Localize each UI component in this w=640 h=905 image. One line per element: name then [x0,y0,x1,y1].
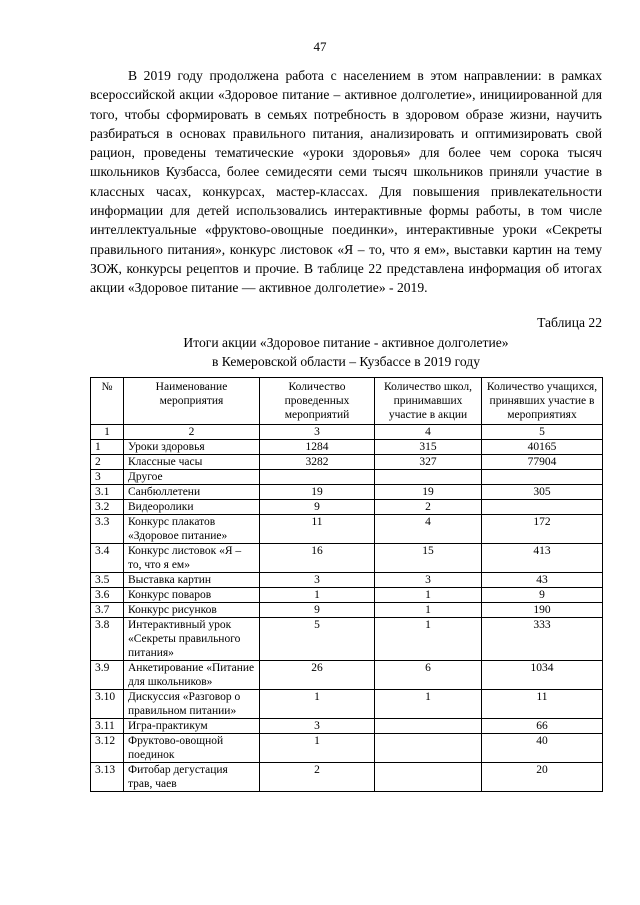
cell-schools: 2 [375,500,482,515]
cell-students: 40 [482,734,603,763]
cell-students [482,470,603,485]
table-row [91,719,603,734]
cell-students: 20 [482,763,603,792]
cell-name: Фруктово-овощной поединок [124,734,260,763]
cell-number: 3.12 [91,734,124,763]
cell-events: 3282 [260,455,375,470]
cell-number: 1 [91,440,124,455]
header-cell-students: Количество учащихся, принявших участие в мероприятиях [482,378,603,425]
cell-students: 11 [482,690,603,719]
cell-events: 1 [260,690,375,719]
table-row [91,763,603,792]
cell-schools: 1 [375,588,482,603]
cell-name: Конкурс плакатов «Здоровое питание» [124,515,260,544]
cell-number: 3.6 [91,588,124,603]
header-cell-events: Количество проведенных мероприятий [260,378,375,425]
table-header-row [91,378,603,425]
cell-name: Конкурс поваров [124,588,260,603]
cell-name: Другое [124,470,260,485]
table-row [91,470,603,485]
cell-events: 9 [260,603,375,618]
cell-events: 1284 [260,440,375,455]
cell-name: Конкурс листовок «Я – то, что я ем» [124,544,260,573]
cell-number: 2 [91,455,124,470]
cell-number: 3.1 [91,485,124,500]
cell-schools [375,734,482,763]
cell-events: 5 [260,618,375,661]
cell-students [482,500,603,515]
header-cell-number: № [91,378,124,425]
cell-schools [375,470,482,485]
cell-name: Выставка картин [124,573,260,588]
results-table [90,377,603,792]
table-label: Таблица 22 [537,315,602,330]
table-caption [90,333,602,371]
column-number: 5 [482,425,603,440]
cell-number: 3.13 [91,763,124,792]
page-number: 47 [313,39,327,54]
cell-events [260,470,375,485]
table-row [91,603,603,618]
cell-schools: 3 [375,573,482,588]
cell-number: 3.5 [91,573,124,588]
cell-students: 305 [482,485,603,500]
cell-schools: 19 [375,485,482,500]
cell-events: 16 [260,544,375,573]
cell-schools [375,763,482,792]
cell-events: 26 [260,661,375,690]
table-row [91,690,603,719]
cell-number: 3.3 [91,515,124,544]
cell-name: Видеоролики [124,500,260,515]
cell-students: 9 [482,588,603,603]
header-cell-schools: Количество школ, принимавших участие в акции [375,378,482,425]
cell-name: Классные часы [124,455,260,470]
table-caption-line-2: в Кемеровской области – Кузбассе в 2019 году [211,354,480,369]
cell-schools: 4 [375,515,482,544]
body-paragraph: В 2019 году продолжена работа с населением в этом направлении: в рамках всероссийской акции «Здоровое питание – активное долголетие», инициированной для того, чтобы сформировать в семьях потребность в здоровом образе жизни, научить разбираться в основах правильного питания, анализировать и оптимизировать свой рацион, проведены тематические «уроки здоровья» для более чем сорока тысяч школьников Кузбасса, более семидесяти семи тысяч школьников приняли участие в классных часах, конкурсах, мастер-классах. Для повышения привлекательности информации для детей использовались интерактивные формы работы, в том числе интеллектуальные «фруктово-овощные поединки», интерактивные уроки «Секреты правильного питания», конкурс листовок «Я – то, что я ем», выставки картин на тему ЗОЖ, конкурсы рецептов и прочие. В таблице 22 представлена информация об итогах акции «Здоровое питание — активное долголетие» - 2019. [90,68,602,296]
cell-events: 11 [260,515,375,544]
cell-number: 3.10 [91,690,124,719]
cell-students: 190 [482,603,603,618]
column-number: 3 [260,425,375,440]
cell-events: 3 [260,573,375,588]
column-number: 1 [91,425,124,440]
cell-schools: 6 [375,661,482,690]
cell-students: 333 [482,618,603,661]
cell-events: 2 [260,763,375,792]
cell-name: Анкетирование «Питание для школьников» [124,661,260,690]
cell-events: 9 [260,500,375,515]
table-row [91,734,603,763]
cell-name: Дискуссия «Разговор о правильном питании» [124,690,260,719]
cell-schools: 1 [375,690,482,719]
cell-name: Санбюллетени [124,485,260,500]
column-number: 4 [375,425,482,440]
cell-schools [375,719,482,734]
cell-students: 172 [482,515,603,544]
cell-schools: 1 [375,603,482,618]
table-row [91,500,603,515]
cell-students: 43 [482,573,603,588]
cell-name: Игра-практикум [124,719,260,734]
table-caption-line-1: Итоги акции «Здоровое питание - активное долголетие» [183,335,509,350]
table-row [91,440,603,455]
cell-events: 1 [260,588,375,603]
cell-events: 19 [260,485,375,500]
table-row [91,455,603,470]
table-row [91,588,603,603]
table-row [91,544,603,573]
cell-events: 3 [260,719,375,734]
table-row [91,515,603,544]
cell-students: 1034 [482,661,603,690]
cell-number: 3.9 [91,661,124,690]
column-number: 2 [124,425,260,440]
table-column-numbers-row [91,425,603,440]
cell-number: 3 [91,470,124,485]
cell-number: 3.7 [91,603,124,618]
cell-name: Фитобар дегустация трав, чаев [124,763,260,792]
table-row [91,661,603,690]
cell-name: Уроки здоровья [124,440,260,455]
cell-name: Конкурс рисунков [124,603,260,618]
cell-schools: 315 [375,440,482,455]
header-cell-name: Наименование мероприятия [124,378,260,425]
cell-events: 1 [260,734,375,763]
cell-students: 77904 [482,455,603,470]
cell-number: 3.11 [91,719,124,734]
cell-schools: 327 [375,455,482,470]
cell-schools: 1 [375,618,482,661]
cell-schools: 15 [375,544,482,573]
cell-name: Интерактивный урок «Секреты правильного питания» [124,618,260,661]
cell-number: 3.4 [91,544,124,573]
table-row [91,618,603,661]
cell-number: 3.8 [91,618,124,661]
cell-students: 66 [482,719,603,734]
cell-number: 3.2 [91,500,124,515]
table-row [91,485,603,500]
cell-students: 413 [482,544,603,573]
table-row [91,573,603,588]
cell-students: 40165 [482,440,603,455]
